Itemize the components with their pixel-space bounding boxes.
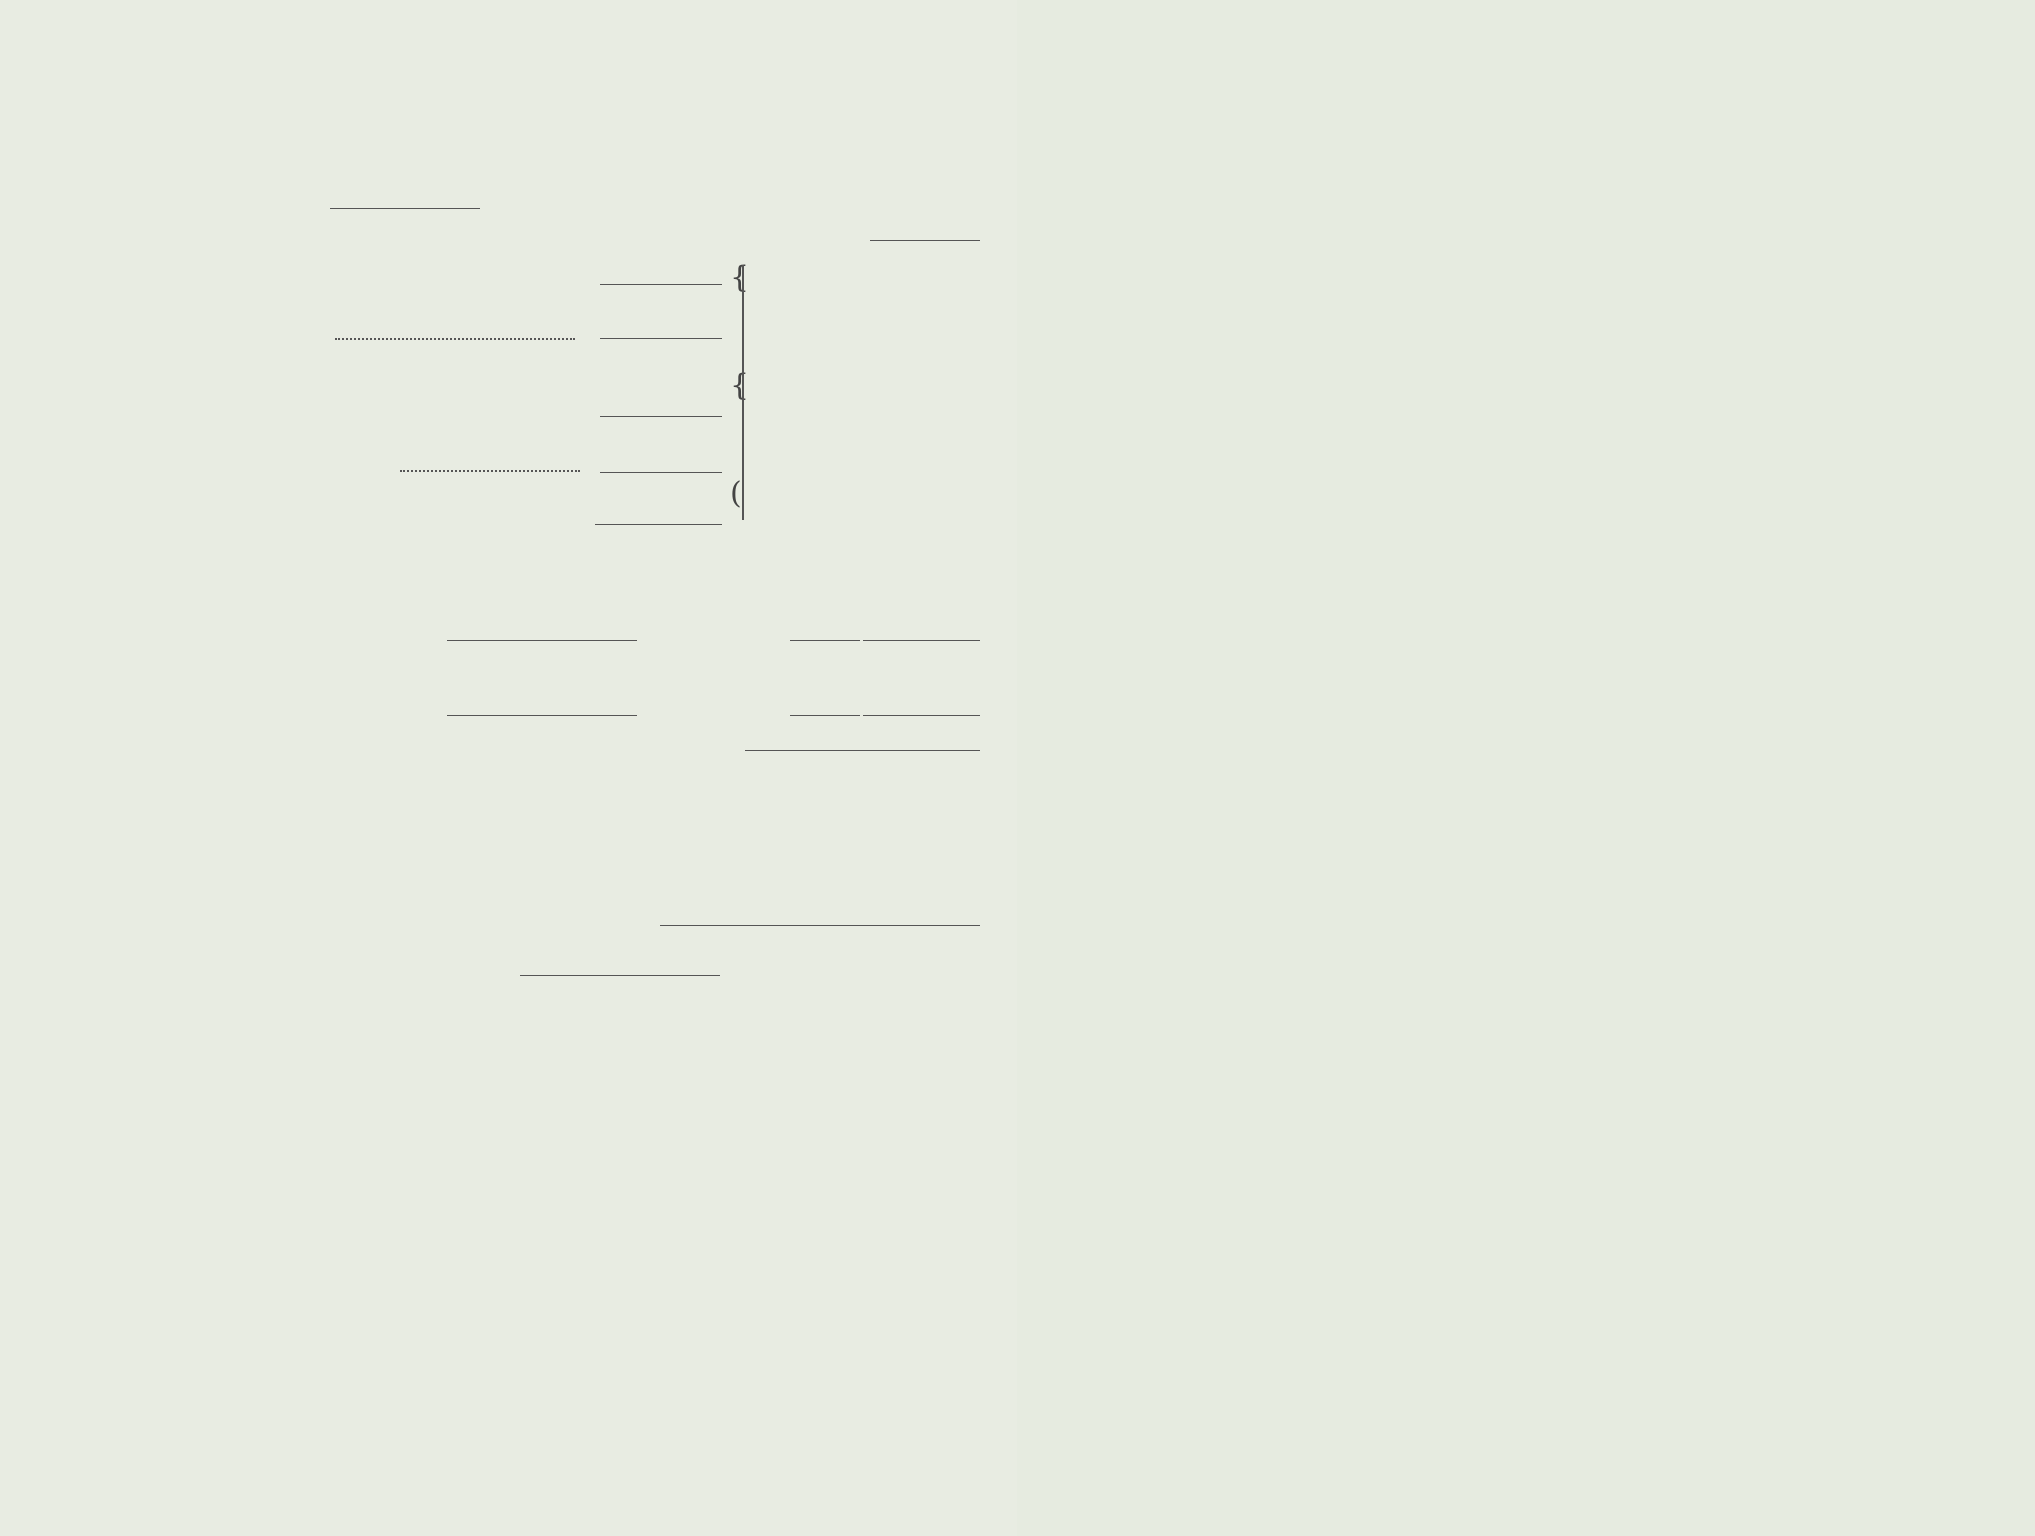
h1-s2-kvinne-line: [790, 715, 860, 716]
h1-s1-ialt-line: [863, 640, 980, 641]
h1-angi-line: [870, 240, 980, 241]
h1-eier-underline: [330, 208, 480, 209]
h1-s1-kvinne-line: [790, 640, 860, 641]
h1-s2-mann-line: [447, 715, 637, 716]
h1-nummer-line: [745, 750, 980, 751]
h1-alm-line: [600, 338, 722, 339]
h1-alm-dots: [335, 338, 575, 340]
left-page: [0, 0, 1017, 1536]
h1-som-line: [600, 472, 722, 473]
h1-s2-ialt-line: [863, 715, 980, 716]
h1-ialt-line: [595, 524, 722, 525]
h1-kjokken-line: [600, 284, 722, 285]
h2-kjokken-line: [520, 975, 720, 976]
h1-brace: { { (: [730, 260, 750, 511]
h1-brace-line: [742, 265, 744, 520]
h1-pike-line: [600, 416, 722, 417]
h1-s1-mann-line: [447, 640, 637, 641]
h2-angi-line: [660, 925, 980, 926]
h1-som-dots: [400, 470, 580, 472]
